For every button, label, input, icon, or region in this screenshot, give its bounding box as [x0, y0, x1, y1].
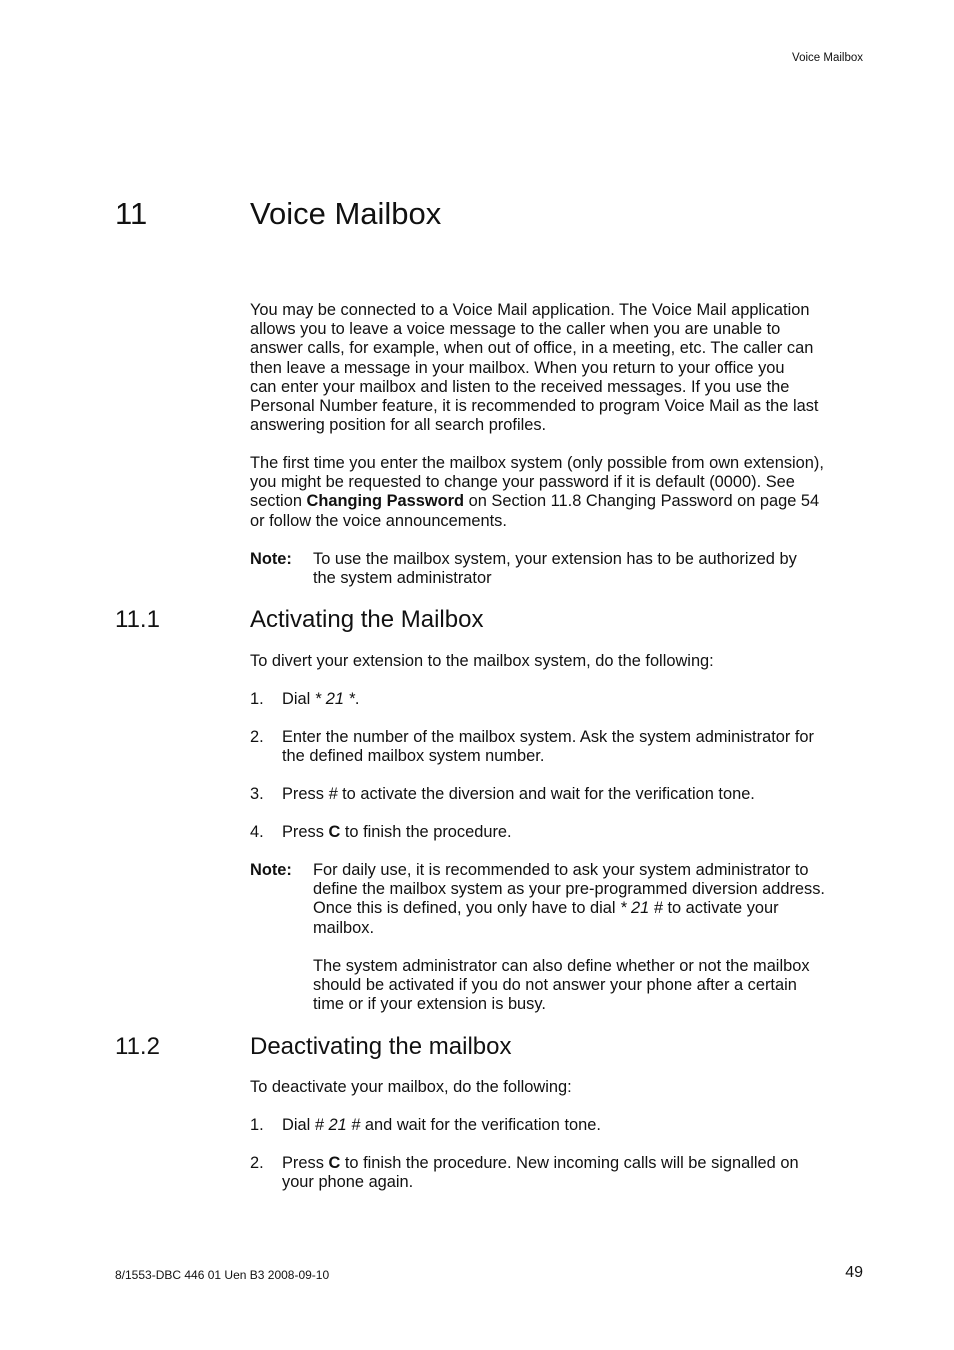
- running-header: Voice Mailbox: [792, 52, 863, 64]
- step-text: [282, 785, 882, 804]
- text-fragment: Once this is defined, you only have to dial: [313, 899, 621, 918]
- note-body: [313, 550, 883, 588]
- text-line: the defined mailbox system number.: [282, 747, 545, 766]
- text-fragment: Press: [282, 1154, 329, 1172]
- text-line: You may be connected to a Voice Mail application. The Voice Mail application: [250, 301, 810, 319]
- text-line: your phone again.: [282, 1173, 414, 1192]
- step-number: 2.: [250, 1154, 264, 1172]
- key-label: C: [328, 823, 341, 841]
- text-fragment: Dial: [282, 1116, 315, 1134]
- step-text: [282, 1154, 882, 1192]
- step-number: 1.: [250, 690, 264, 708]
- text-line: or follow the voice announcements.: [250, 511, 507, 530]
- text-line: [313, 899, 883, 918]
- dial-code: # 21 #: [314, 1116, 361, 1134]
- section-title: Deactivating the mailbox: [250, 1033, 512, 1060]
- text-fragment: on Section 11.8 Changing Password on page 54: [464, 492, 820, 511]
- document-id: 8/1553-DBC 446 01 Uen B3 2008-09-10: [115, 1268, 330, 1282]
- text-fragment: to activate your: [662, 899, 779, 918]
- text-line: Personal Number feature, it is recommended to program Voice Mail as the last: [250, 397, 819, 416]
- step-text: [282, 823, 882, 842]
- text-fragment: to finish the procedure. New incoming calls will be signalled on: [340, 1154, 799, 1172]
- dial-code: * 21 *: [314, 690, 355, 708]
- text-line: For daily use, it is recommended to ask your system administrator to: [313, 861, 809, 879]
- text-line: The system administrator can also define whether or not the mailbox: [313, 957, 810, 975]
- key-label: C: [328, 1154, 341, 1172]
- note-label: Note:: [250, 550, 292, 568]
- step-number: 3.: [250, 785, 264, 803]
- text-line: The first time you enter the mailbox system (only possible from own extension),: [250, 454, 824, 472]
- step-text: [282, 1116, 882, 1135]
- dial-code: #: [328, 785, 338, 803]
- text-line: you might be requested to change your password if it is default (0000). See: [250, 473, 795, 492]
- text-fragment: Dial: [282, 690, 315, 708]
- text-line: [250, 492, 890, 511]
- intro-paragraph-2: [250, 454, 890, 531]
- note-label: Note:: [250, 861, 292, 879]
- text-line: To use the mailbox system, your extension has to be authorized by: [313, 550, 797, 568]
- text-fragment: Press: [282, 823, 329, 841]
- text-fragment: .: [354, 690, 360, 708]
- cross-reference-bold: Changing Password: [306, 492, 465, 511]
- text-line: [282, 1154, 882, 1173]
- step-number: 1.: [250, 1116, 264, 1134]
- text-fragment: Press: [282, 785, 329, 803]
- text-line: Enter the number of the mailbox system. Ask the system administrator for: [282, 728, 814, 746]
- page-number: 49: [845, 1264, 863, 1281]
- text-line: time or if your extension is busy.: [313, 995, 546, 1014]
- note-body: [313, 861, 883, 938]
- intro-paragraph-1: [250, 301, 890, 435]
- text-line: allows you to leave a voice message to the caller when you are unable to: [250, 320, 781, 339]
- step-number: 4.: [250, 823, 264, 841]
- text-line: answer calls, for example, when out of office, in a meeting, etc. The caller can: [250, 339, 814, 358]
- text-line: then leave a message in your mailbox. When you return to your office you: [250, 358, 785, 377]
- chapter-number: 11: [115, 196, 148, 231]
- text-line: define the mailbox system as your pre-programmed diversion address.: [313, 880, 825, 899]
- step-text: [282, 690, 882, 709]
- text-fragment: to activate the diversion and wait for the verification tone.: [337, 785, 755, 803]
- text-fragment: to finish the procedure.: [340, 823, 512, 841]
- note-body-continued: [313, 957, 883, 1015]
- text-line: can enter your mailbox and listen to the received messages. If you use the: [250, 377, 790, 396]
- step-number: 2.: [250, 728, 264, 746]
- text-line: mailbox.: [313, 918, 375, 937]
- text-line: the system administrator: [313, 569, 492, 588]
- section-number: 11.1: [115, 606, 160, 633]
- text-line: answering position for all search profiles.: [250, 416, 547, 435]
- section-lead: To divert your extension to the mailbox system, do the following:: [250, 652, 714, 670]
- text-fragment: section: [250, 492, 307, 511]
- text-fragment: and wait for the verification tone.: [360, 1116, 601, 1134]
- dial-code: * 21 #: [620, 899, 663, 918]
- text-line: should be activated if you do not answer your phone after a certain: [313, 976, 797, 995]
- section-lead: To deactivate your mailbox, do the following:: [250, 1078, 572, 1096]
- chapter-title: Voice Mailbox: [250, 196, 442, 231]
- section-number: 11.2: [115, 1033, 160, 1060]
- section-title: Activating the Mailbox: [250, 606, 484, 633]
- step-text: [282, 728, 882, 766]
